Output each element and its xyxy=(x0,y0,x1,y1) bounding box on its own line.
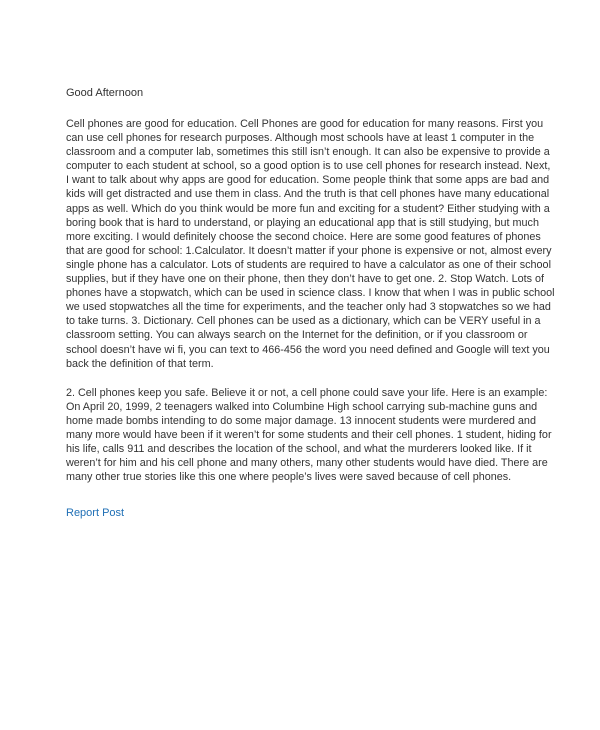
post-paragraph-education: Cell phones are good for education. Cell Phones are good for education for many reasons. First you can use cell phones for research purposes. Although most schools have at least 1 computer in the classroom and a computer lab, sometimes this still isn’t enough. It can also be expensive to provide a computer to each student at school, so a good option is to use cell phones for research instead. Next, I want to talk about why apps are good for education. Some people think that some apps are bad and kids will get distracted and use them in class. And the truth is that cell phones have many educational apps as well. Which do you think would be more fun and exciting for a student? Either studying with a boring book that is hard to understand, or playing an educational app that is still studying, but much more exciting. I would definitely choose the second choice. Here are some good features of phones that are good for school: 1.Calculator. It doesn’t matter if your phone is expensive or not, almost every single phone has a calculator. Lots of students are required to have a calculator as one of their school supplies, but if they have one on their phone, then they don’t have to get one. 2. Stop Watch. Lots of phones have a stopwatch, which can be used in science class. I know that when I was in public school we used stopwatches all the time for experiments, and the teacher only had 3 stopwatches so we had to take turns. 3. Dictionary. Cell phones can be used as a dictionary, which can be VERY useful in a classroom setting. You can always search on the Internet for the definition, or if you classroom or school doesn’t have wi fi, you can text to 466-456 the word you need defined and Google will text you back the definition of that term. xyxy=(66,118,555,370)
greeting-text: Good Afternoon xyxy=(66,87,144,99)
post-paragraph-safety: 2. Cell phones keep you safe. Believe it or not, a cell phone could save your life. Here is an example: On April 20, 1999, 2 teenagers walked into Columbine High school carrying sub-machine guns and home made bombs intending to do some major damage. 13 innocent students were murdered and many more would have been if it weren’t for some students and their cell phones. 1 student, hiding for his life, calls 911 and describes the location of the school, and what the murderers looked like. If it weren’t for him and his cell phone and many others, many other students would have died. There are many other true stories like this one where people’s lives were saved because of cell phones. xyxy=(66,386,552,484)
post-content xyxy=(66,86,556,521)
report-post-link[interactable]: Report Post xyxy=(66,507,125,520)
